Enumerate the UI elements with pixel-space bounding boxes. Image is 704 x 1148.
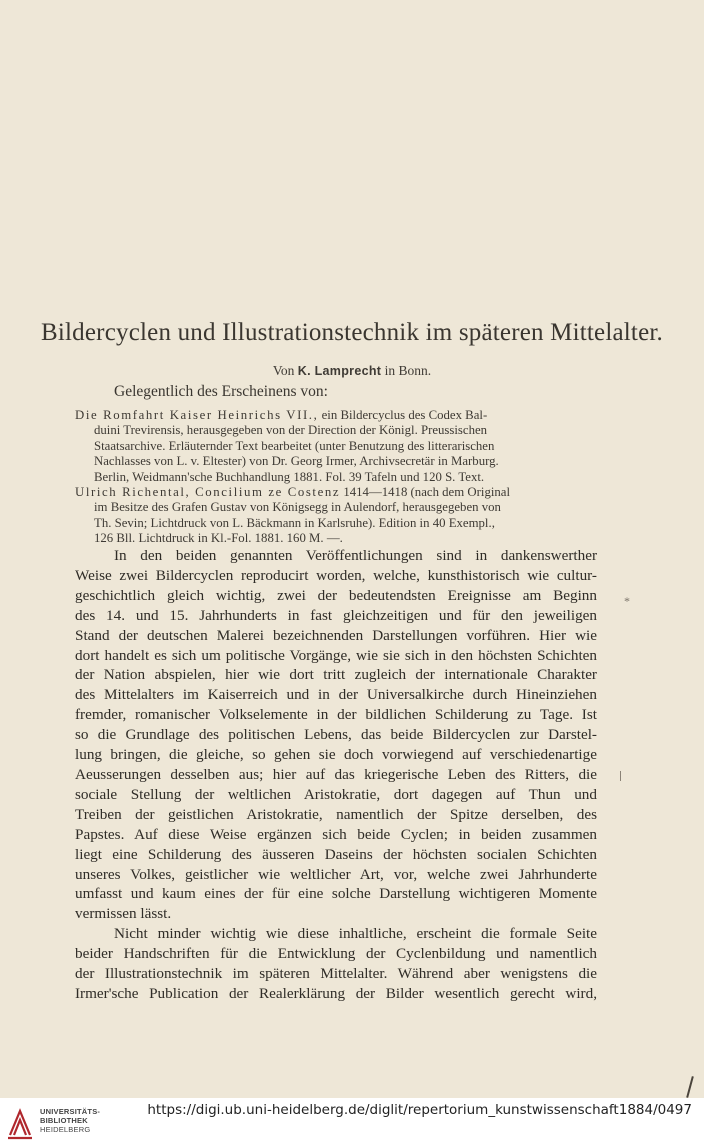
text-line: lung bringen, die gleiche, so gehen sie doch vorwiegend auf verschiedenartige <box>75 746 597 764</box>
text-line: sociale Stellung der weltlichen Aristokratie, dort dagegen auf Thun und <box>75 785 597 803</box>
text-line: Nicht minder wichtig wie diese inhaltliche, erscheint die formale Seite <box>114 925 597 942</box>
bib-line: Nachlasses von L. v. Eltester) von Dr. Georg Irmer, Archivsecretär in Marburg. <box>94 454 499 469</box>
text-line: des 14. und 15. Jahrhunderts in fast gleichzeitigen und für den jeweiligen <box>75 606 597 624</box>
margin-mark: * <box>624 594 630 608</box>
bib-line: Die Romfahrt Kaiser Heinrichs VII., ein Bildercyclus des Codex Bal- <box>75 408 488 422</box>
text-line: fremder, romanischer Volkselemente in der bildlichen Schilderung zu Tage. Ist <box>75 706 597 724</box>
source-url-link[interactable]: https://digi.ub.uni-heidelberg.de/diglit/repertorium_kunstwissenschaft1884/0497 <box>147 1102 692 1118</box>
margin-stroke <box>620 771 621 781</box>
text-line: Papstes. Auf diese Weise ergänzen sich beide Cyclen; in beiden zusammen <box>75 825 597 843</box>
text-line: unseres Volkes, geistlicher wie weltlicher Art, vor, welche zwei Jahrhunderte <box>75 865 597 883</box>
byline <box>0 363 704 379</box>
byline-suffix: in Bonn. <box>384 363 432 378</box>
library-name: UNIVERSITÄTS- BIBLIOTHEK HEIDELBERG <box>40 1107 101 1134</box>
bib-lead: Ulrich Richental, Concilium ze Costenz <box>75 485 341 499</box>
article-title: Bildercyclen und Illustrationstechnik im späteren Mittelalter. <box>41 319 663 346</box>
text-line: vermissen lässt. <box>75 905 172 923</box>
text-line: Irmer'sche Publication der Realerklärung der Bilder wesentlich gerecht wird, <box>75 984 597 1002</box>
library-logo-icon <box>6 1105 34 1141</box>
paragraph-1 <box>75 546 597 924</box>
text-line: beider Handschriften für die Entwicklung der Cyclenbildung und namentlich <box>75 944 597 962</box>
bib-lead: Die Romfahrt Kaiser Heinrichs VII., <box>75 408 319 422</box>
text-line: Aeusserungen desselben aus; hier auf das kriegerische Leben des Ritters, die <box>75 765 597 783</box>
text-line: des Mittelalters im Kaiserreich und in der Universalkirche durch Hineinziehen <box>75 686 597 704</box>
intro-line: Gelegentlich des Erscheinens von: <box>114 383 328 400</box>
text-line: dort handelt es sich um politische Vorgänge, wie sie sich in den höchsten Schichten <box>75 646 597 664</box>
text-line: Stand der deutschen Malerei bezeichnenden Darstellungen vorführen. Hier wie <box>75 626 597 644</box>
text-line: der Nation abspielen, hier wie dort tritt zugleich der internationale Charakter <box>75 666 597 684</box>
bibliography-entry-1 <box>75 408 597 485</box>
bib-line: Th. Sevin; Lichtdruck von L. Bäckmann in Karlsruhe). Edition in 40 Exempl., <box>94 515 495 530</box>
text-line: liegt eine Schilderung des äusseren Daseins der höchsten socialen Schichten <box>75 845 597 863</box>
bib-line: im Besitze des Grafen Gustav von Königsegg in Aulendorf, herausgegeben von <box>94 500 501 515</box>
text-line: so die Grundlage des politischen Lebens, das beide Bildercyclen zur Darstel- <box>75 726 597 744</box>
bib-line: 126 Bll. Lichtdruck in Kl.-Fol. 1881. 160 M. —. <box>94 531 343 546</box>
text-line: geschichtlich gleich wichtig, zwei der bedeutendsten Ereignisse am Beginn <box>75 586 597 604</box>
text-line: der Illustrationstechnik im späteren Mittelalter. Während aber wenigstens die <box>75 964 597 982</box>
text-line: Treiben der geistlichen Aristokratie, namentlich der Spitze derselben, des <box>75 805 597 823</box>
text-line: In den beiden genannten Veröffentlichungen sind in dankenswerther <box>114 547 597 564</box>
byline-prefix: Von <box>272 363 295 378</box>
bibliography-entry-2 <box>75 485 597 547</box>
bib-line: Staatsarchive. Erläuternder Text bearbeitet (unter Benutzung des litterarischen <box>94 438 495 453</box>
paragraph-2 <box>75 924 597 1004</box>
bib-line: Ulrich Richental, Concilium ze Costenz 1414—1418 (nach dem Original <box>75 485 511 499</box>
bib-line: duini Trevirensis, herausgegeben von der Direction der Königl. Preussischen <box>94 423 488 438</box>
bib-line: Berlin, Weidmann'sche Buchhandlung 1881. Fol. 39 Tafeln und 120 S. Text. <box>94 469 485 484</box>
text-line: Weise zwei Bildercyclen reproducirt worden, welche, kunsthistorisch wie cultur- <box>75 566 597 584</box>
text-line: umfasst und kaum eines der für eine solche Darstellung wichtigeren Momente <box>75 885 597 903</box>
author-name: K. Lamprecht <box>297 364 382 378</box>
